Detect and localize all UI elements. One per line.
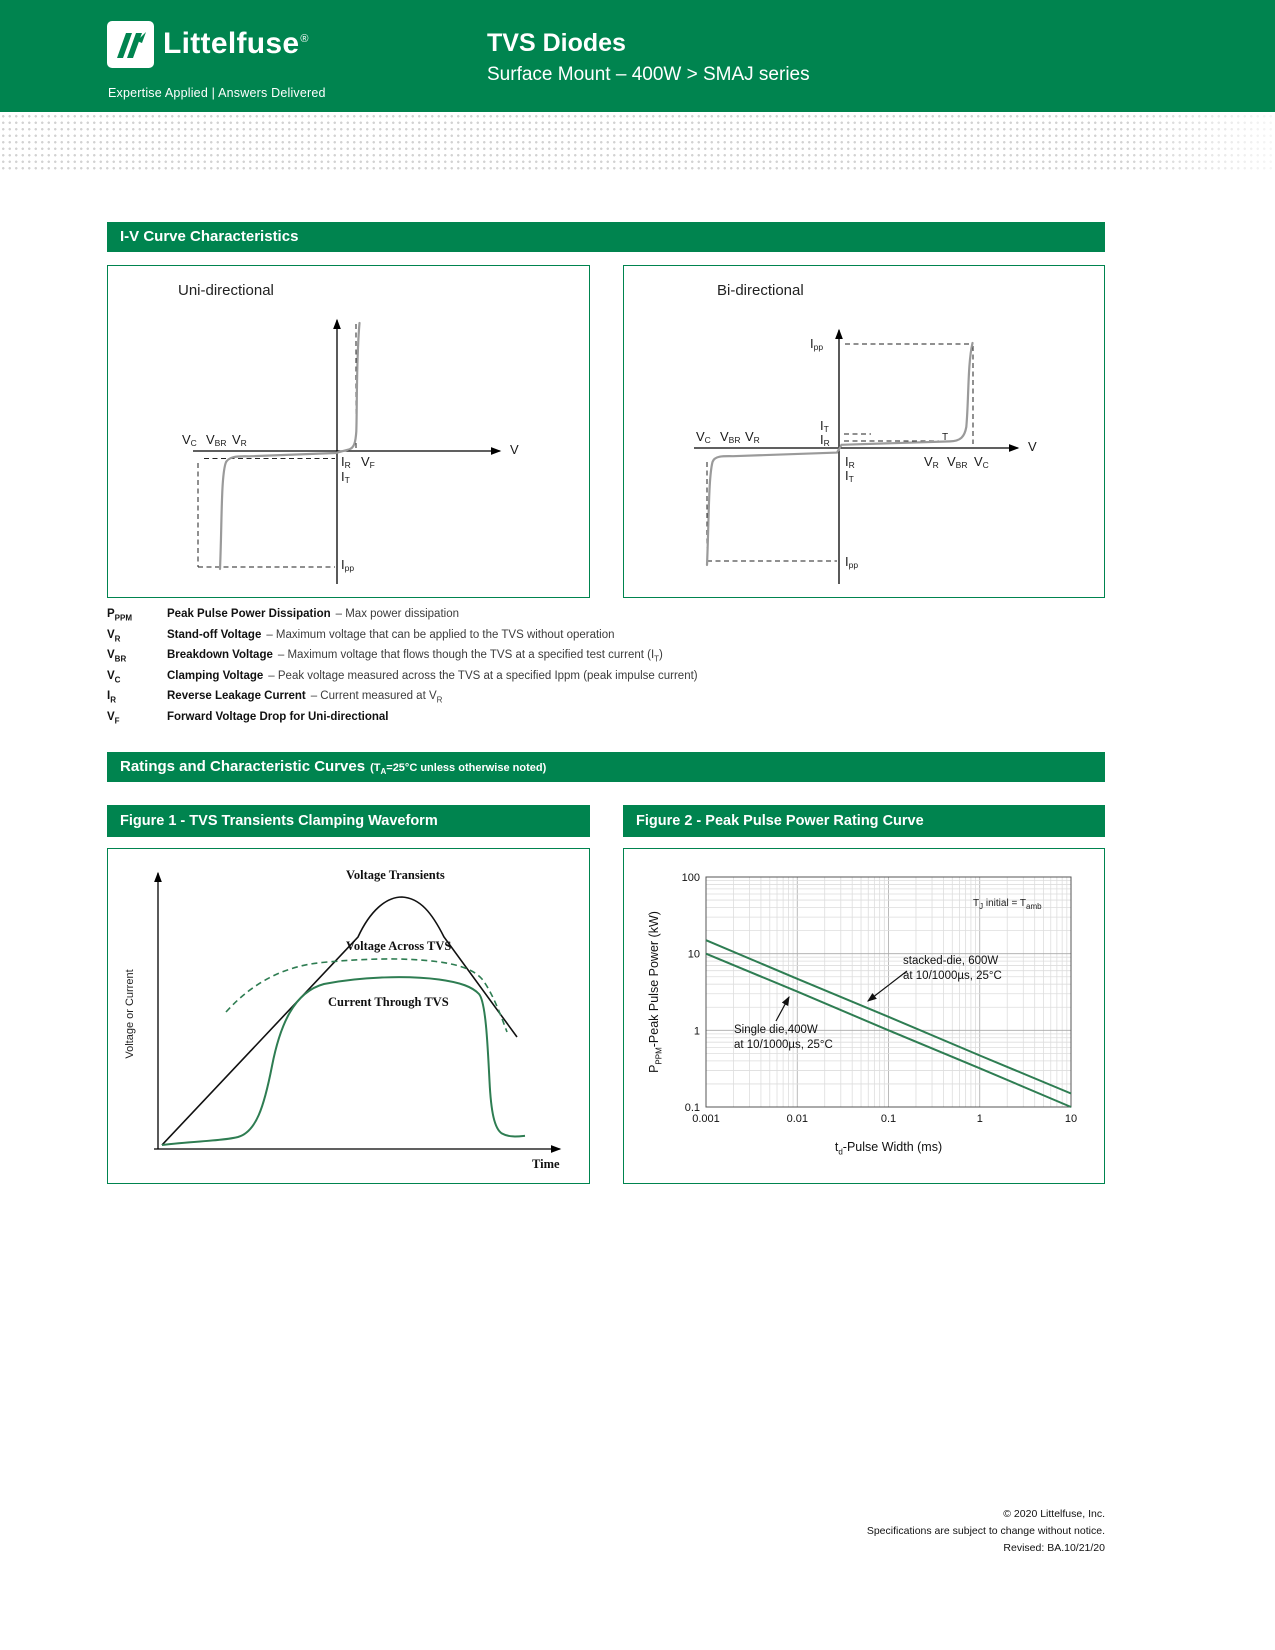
x-tick: 1 <box>976 1113 983 1125</box>
definition-text: Reverse Leakage Current – Current measured at $V_R$ <box>167 690 443 705</box>
dashed-guides <box>707 344 973 561</box>
y-tick: 0.1 <box>684 1102 700 1114</box>
label-vbr-left: $V_{BR}$ <box>720 429 741 445</box>
definition-row <box>107 709 1047 730</box>
uni-title: Uni-directional <box>178 282 274 299</box>
x-tick: 10 <box>1064 1113 1078 1125</box>
label-ir-upper: $I_R$ <box>820 432 830 448</box>
label-vbr: $V_{BR}$ <box>206 432 227 448</box>
bi-directional-diagram <box>623 265 1105 598</box>
annotation-stacked-die: stacked-die, 600W at 10/1000µs, 25°C <box>903 955 1002 982</box>
section-iv-curve-header <box>107 222 1105 252</box>
copyright-line: © 2020 Littelfuse, Inc. <box>1003 1508 1105 1520</box>
figure2-title: Figure 2 - Peak Pulse Power Rating Curve <box>636 813 924 829</box>
header <box>0 0 1275 112</box>
label-vr: $V_R$ <box>232 432 247 448</box>
label-ipp: $I_{pp}$ <box>341 557 355 573</box>
figure1-chart <box>107 848 590 1184</box>
label-ir: $I_R$ <box>341 454 351 470</box>
x-tick: 0.01 <box>786 1113 809 1125</box>
y-tick: 1 <box>693 1025 700 1038</box>
section-title: I-V Curve Characteristics <box>120 228 299 245</box>
uni-iv-curve-svg <box>108 266 589 597</box>
label-it: $I_T$ <box>341 469 350 485</box>
figure2-chart <box>623 848 1105 1184</box>
label-vbr-right: $V_{BR}$ <box>947 454 968 470</box>
definition-symbol: $V_R$ <box>107 628 121 643</box>
definition-text: Breakdown Voltage – Maximum voltage that flows though the TVS at a specified test current $(I_T)$ <box>167 649 663 664</box>
label-vr-right: $V_R$ <box>924 454 939 470</box>
definition-row <box>107 668 1047 689</box>
littelfuse-logo-icon <box>114 29 148 61</box>
x-axis-label: $t_d$-Pulse Width (ms) <box>834 1140 943 1157</box>
section-note: ($T_A=25^\circ C$ unless otherwise noted) <box>370 762 547 777</box>
halftone-band <box>0 113 1275 173</box>
disclaimer-line: Specifications are subject to change without notice. <box>866 1525 1105 1537</box>
label-it-upper: $I_T$ <box>820 418 829 434</box>
figure2-header <box>623 805 1105 837</box>
registered-mark: ® <box>300 33 309 45</box>
definition-text: Forward Voltage Drop for Uni-directional <box>167 710 389 723</box>
definition-row <box>107 606 1047 627</box>
bi-title: Bi-directional <box>717 282 804 299</box>
definition-text: Stand-off Voltage – Maximum voltage that can be applied to the TVS without operation <box>167 628 615 641</box>
label-voltage-transients: Voltage Transients <box>346 868 445 882</box>
label-t-marker: T <box>942 432 949 443</box>
label-vr-left: $V_R$ <box>745 429 760 445</box>
definition-symbol: $P_{PPM}$ <box>107 608 133 623</box>
definition-symbol: $V_F$ <box>107 710 120 726</box>
definition-symbol: $V_C$ <box>107 669 121 685</box>
label-current-through-tvs: Current Through TVS <box>328 995 449 1009</box>
label-it-lower: $I_T$ <box>845 468 854 484</box>
label-voltage-across-tvs: Voltage Across TVS <box>346 939 452 953</box>
voltage-transients-curve <box>162 897 517 1145</box>
tj-initial-note: $T_J$ initial = $T_{amb}$ <box>973 898 1042 911</box>
definition-text: Peak Pulse Power Dissipation – Max power dissipation <box>167 608 459 620</box>
x-tick: 0.001 <box>692 1113 720 1125</box>
uni-directional-diagram <box>107 265 590 598</box>
definition-text: Clamping Voltage – Peak voltage measured across the TVS at a specified Ippm (peak impulse current) <box>167 669 698 682</box>
figure1-header <box>107 805 590 837</box>
label-vc: $V_C$ <box>182 432 197 448</box>
label-ir-lower: $I_R$ <box>845 454 855 470</box>
section-ratings-header <box>107 752 1105 782</box>
x-tick: 0.1 <box>880 1113 897 1125</box>
label-vc-left: $V_C$ <box>696 429 711 445</box>
definition-row <box>107 688 1047 709</box>
figure1-title: Figure 1 - TVS Transients Clamping Waveform <box>120 813 438 829</box>
littelfuse-logo <box>107 21 154 68</box>
annotation-single-die: Single die,400W at 10/1000µs, 25°C <box>734 1024 833 1051</box>
log-grid <box>706 877 1071 1107</box>
definition-symbol: $V_{BR}$ <box>107 649 127 664</box>
x-axis-label: Time <box>532 1157 560 1171</box>
section-title: Ratings and Characteristic Curves <box>120 758 366 775</box>
y-axis-label: Voltage or Current <box>124 969 136 1059</box>
definition-row <box>107 627 1047 648</box>
definitions-list <box>107 606 1047 730</box>
figure1-svg <box>108 849 589 1183</box>
annotation-arrow-stacked <box>868 971 907 1001</box>
annotation-arrow-single <box>776 997 789 1021</box>
label-vc-right: $V_C$ <box>974 454 989 470</box>
brand-tagline: Expertise Applied | Answers Delivered <box>108 86 326 100</box>
label-ipp-bottom: $I_{pp}$ <box>845 554 859 570</box>
y-tick: 100 <box>681 872 700 884</box>
brand-name: Littelfuse® <box>163 27 309 60</box>
definition-row <box>107 647 1047 668</box>
revision-line: Revised: BA.10/21/20 <box>1003 1542 1105 1554</box>
y-axis-label: $P_{PPM}$-Peak Pulse Power (kW) <box>646 911 664 1073</box>
footer <box>867 1506 1105 1557</box>
axis-v-label: V <box>510 442 519 457</box>
label-ipp-top: $I_{pp}$ <box>810 336 824 352</box>
y-tick: 10 <box>687 948 700 961</box>
label-vf: $V_F$ <box>361 454 375 470</box>
doc-subtitle: Surface Mount – 400W > SMAJ series <box>487 64 810 85</box>
definition-symbol: $I_R$ <box>107 690 116 705</box>
axis-v-label: V <box>1028 439 1037 454</box>
doc-title: TVS Diodes <box>487 29 626 57</box>
